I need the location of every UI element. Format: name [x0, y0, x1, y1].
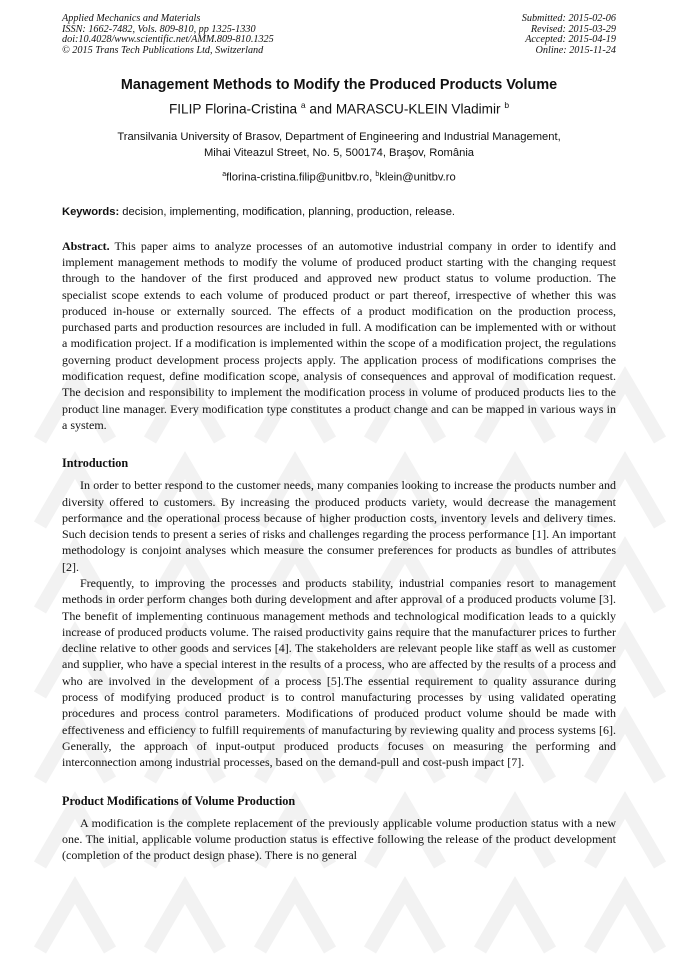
- journal-info: [62, 14, 274, 56]
- author-list: [62, 96, 616, 119]
- intro-paragraph-1: In order to better respond to the customer needs, many companies looking to increase the products number and diversity offered to customers. By increasing the produced products variety, would decrease the management performance and the operational process because of higher production costs, inventory levels and delivery times. Such decision tends to present a series of risks and challenges regarding the process performance [1]. An important methodology is conjoint analyses which measure the consumer preferences for products as bundles of attributes [2].: [62, 478, 616, 574]
- watermark-mark: [480, 890, 550, 950]
- journal-header: [62, 14, 616, 56]
- email-a[interactable]: florina-cristina.filip@unitbv.ro,: [226, 171, 376, 184]
- watermark-mark: [150, 890, 220, 950]
- abstract-text: This paper aims to analyze processes of an automotive industrial company in order to identify and implement management methods to modify the volume of produced product starting with the changing request through to the handover of the first produced and approved new product status to volume production. The specialist scope extends to each volume of produced product or part thereof, irrespective of whether this was produced in-house or externally sourced. The effects of a product modification on the production process, purchased parts and production resources are included in full. A modification can be implemented with or without a modification project. If a modification is implemented within the scope of a modification project, the regulations governing product development process projects apply. The application process of modifications comprises the modification request, define modification scope, analysis of consequences and approval of modification request. The decision and responsibility to implement the modification process in volume of produced products lies to the product line manager. Every modification type constitutes a product change and can be mapped in various ways in a system.: [62, 238, 616, 432]
- journal-copyright: © 2015 Trans Tech Publications Ltd, Switzerland: [62, 44, 264, 56]
- email-a-marker: a: [222, 170, 227, 178]
- author-second-marker: b: [504, 100, 510, 111]
- affiliation-line-1: Transilvania University of Brasov, Department of Engineering and Industrial Management,: [117, 130, 561, 143]
- journal-issn: ISSN: 1662-7482, Vols. 809-810, pp 1325-1330: [62, 23, 256, 35]
- modifications-paragraph-1: A modification is the complete replacement of the previously applicable volume production status with a new one. The initial, applicable volume production status is effective following the release of the product development (completion of the product design phase). There is no general: [62, 815, 616, 863]
- paper-title: Management Methods to Modify the Produced Products Volume: [120, 77, 558, 94]
- journal-doi: doi:10.4028/www.scientific.net/AMM.809-810.1325: [62, 34, 274, 46]
- watermark-mark: [40, 890, 110, 950]
- watermark-mark: [590, 890, 660, 950]
- journal-name: Applied Mechanics and Materials: [62, 13, 201, 24]
- section-heading-introduction: Introduction: [62, 456, 129, 471]
- email-b-marker: b: [375, 170, 380, 178]
- affiliation-line-2: Mihai Viteazul Street, No. 5, 500174, Braşov, România: [203, 146, 475, 159]
- keywords-label: Keywords:: [62, 205, 120, 218]
- author-conjunction: and: [305, 101, 336, 117]
- date-revised: Revised: 2015-03-29: [530, 23, 616, 35]
- author-first-marker: a: [300, 100, 306, 111]
- intro-paragraph-2: Frequently, to improving the processes and products stability, industrial companies resort to management methods in order perform changes both during development and after approval of a produced products volume [3]. The benefit of implementing continuous management methods and technological modification leads to a quickly increase of produced products volume. The raised productivity gains require that the manufacturer prices to further decline relative to other goods and services [4]. The stakeholders are relevant people like staff as well as customer and supplier, who have a special interest in the results of a process, who are affected by the results of a process and who are involved in the development of a process [5].The essential requirement to quality assurance during process of modifying produced product is to control manufacturing processes by using validated operating procedures and process control parameters. Modifications of produced product volume should be made with effectiveness and efficiency to fulfill requirements of manufacturing by reviewing quality and process systems [6]. Generally, the approach of input-output produced products focuses on measuring the performing and interconnection among industrial processes, based on the demand-pull and cost-push impact [7].: [62, 575, 616, 770]
- page-content: [62, 14, 616, 863]
- keywords-text: decision, implementing, modification, planning, production, release.: [119, 205, 456, 218]
- section-heading-product-modifications: Product Modifications of Volume Production: [62, 793, 296, 808]
- abstract: [62, 238, 616, 434]
- author-second: MARASCU-KLEIN Vladimir: [335, 101, 501, 117]
- date-submitted: Submitted: 2015-02-06: [521, 13, 616, 24]
- watermark-mark: [370, 890, 440, 950]
- author-first: FILIP Florina-Cristina: [168, 101, 298, 117]
- date-online: Online: 2015-11-24: [535, 44, 616, 56]
- author-emails: [62, 167, 616, 186]
- date-accepted: Accepted: 2015-04-19: [525, 34, 616, 46]
- abstract-label: Abstract.: [62, 238, 110, 253]
- affiliation: [62, 129, 616, 161]
- watermark-mark: [260, 890, 330, 950]
- keywords: [62, 204, 616, 220]
- publication-dates: [522, 14, 616, 56]
- email-b[interactable]: klein@unitbv.ro: [379, 171, 456, 184]
